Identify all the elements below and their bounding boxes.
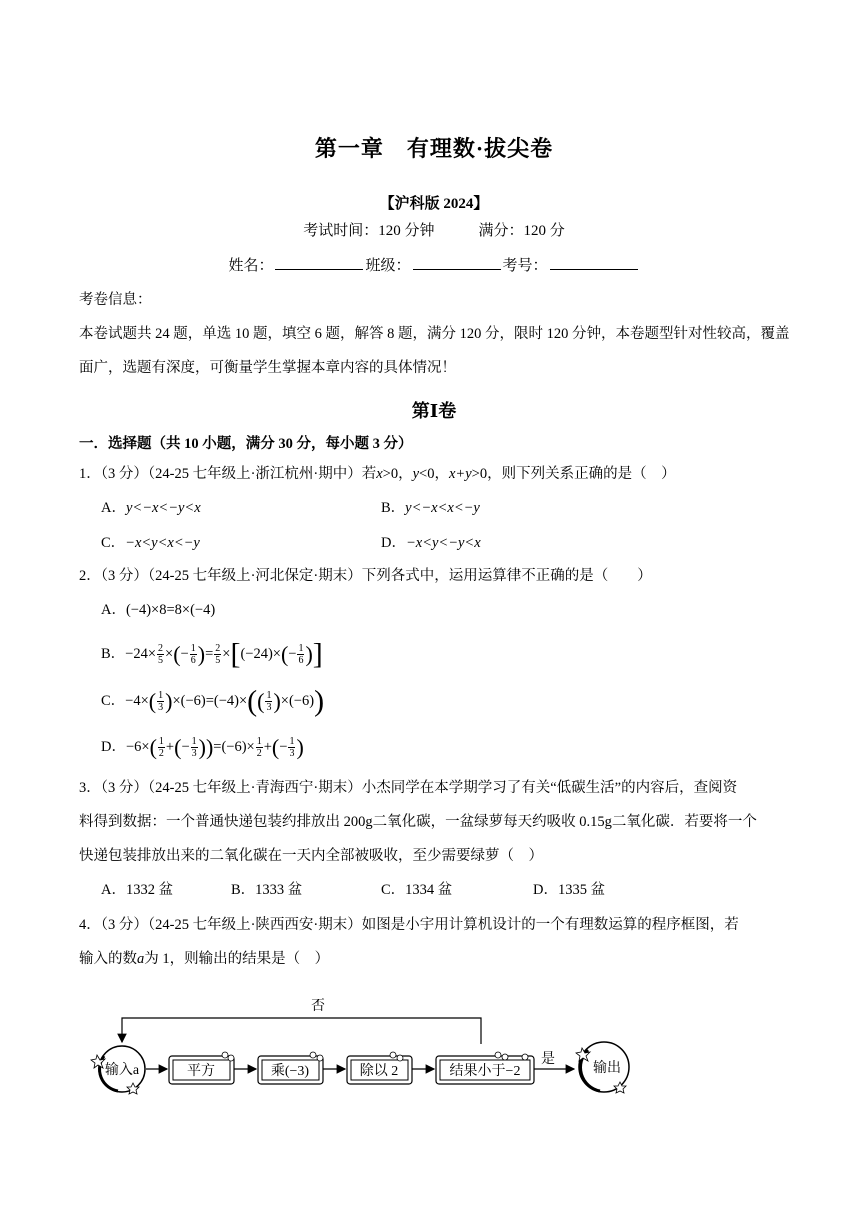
flower-icon — [228, 1055, 234, 1061]
q1-option-a[interactable] — [101, 498, 201, 518]
q4-line-2-pre: 输入的数 — [79, 951, 137, 967]
flower-icon — [502, 1054, 508, 1060]
q3-line-2: 料得到数据：一个普通快递包装约排放出 200g二氧化碳，一盆绿萝每天约吸收 0.15g二氧化碳．若要将一个 — [79, 814, 757, 830]
q3-option-d[interactable]: D．1335 盆 — [533, 882, 606, 898]
step1-label: 平方 — [187, 1064, 215, 1079]
exam-meta — [0, 219, 868, 240]
q1-var-y: y — [412, 466, 420, 482]
info-line-1: 本卷试题共 24 题，单选 10 题，填空 6 题，解答 8 题，满分 120 分，限时 120 分钟，本卷题型针对性较高，覆盖 — [79, 326, 790, 342]
flowchart-diagram — [0, 990, 868, 1100]
q1-d-expr: −x<y<−y<x — [405, 535, 481, 551]
star-icon — [614, 1082, 626, 1093]
flower-icon — [495, 1052, 501, 1058]
student-info-row — [0, 254, 868, 275]
fraction: $\frac{1}{2}$ — [158, 736, 164, 759]
section-title: 第Ⅰ卷 — [411, 401, 457, 421]
q1-a-expr: y<−x<−y<x — [125, 500, 201, 516]
name-blank[interactable] — [275, 255, 363, 270]
q2-option-c[interactable]: C．−4×( $\frac{1}{3}$ )×(−6)=(−4)×(( $\frac{1}{3}$ )×(−6)) — [101, 684, 325, 718]
fraction: $\frac{1}{3}$ — [158, 690, 164, 713]
q3-line-3: 快递包装排放出来的二氧化碳在一天内全部被吸收，至少需要绿萝（ ） — [79, 848, 543, 864]
exam-time: 考试时间：120 分钟 — [303, 223, 435, 239]
edition-label: 【沪科版 2024】 — [379, 196, 489, 212]
q2-stem: 2．（3 分）（24-25 七年级上·河北保定·期末）下列各式中，运用运算律不正确的是（ ） — [79, 568, 652, 584]
flower-icon — [317, 1055, 323, 1061]
fraction: $\frac{1}{3}$ — [266, 690, 272, 713]
q1-cond3: >0，则下列关系正确的是（ ） — [471, 466, 676, 482]
input-node — [91, 1046, 145, 1094]
class-blank[interactable] — [413, 255, 501, 270]
fraction: $\frac{1}{6}$ — [190, 643, 196, 666]
fraction: $\frac{1}{6}$ — [298, 643, 304, 666]
q2-option-d[interactable]: D．−6×( $\frac{1}{2}$ +(− $\frac{1}{3}$ ))=(−6)× $\frac{1}{2}$ +(− $\frac{1}{3}$ ) — [101, 734, 304, 760]
q4-line-2 — [79, 949, 329, 969]
flower-icon — [222, 1052, 228, 1058]
q2-option-b[interactable]: B．−24× $\frac{2}{5}$ ×(− $\frac{1}{6}$ )= $\frac{2}{5}$ ×[(−24)×(− $\frac{1}{6}$ )] — [101, 637, 323, 671]
step3-label: 除以 2 — [359, 1064, 399, 1079]
condition-node — [436, 1052, 534, 1084]
q1-d-label: D． — [381, 535, 406, 551]
input-label: 输入a — [104, 1063, 140, 1078]
q2-option-a[interactable]: A．(−4)×8=8×(−4) — [101, 602, 216, 618]
q3-option-a[interactable]: A．1332 盆 — [101, 882, 174, 898]
fraction: $\frac{1}{2}$ — [256, 736, 262, 759]
q1-a-label: A． — [101, 500, 126, 516]
q1-b-label: B． — [381, 500, 406, 516]
q4-line-2-post: 为 1，则输出的结果是（ ） — [144, 951, 330, 967]
q1-b-expr: y<−x<x<−y — [405, 500, 480, 516]
fraction: $\frac{2}{5}$ — [158, 643, 164, 666]
q3-option-b[interactable]: B．1333 盆 — [231, 882, 303, 898]
exam-no-label: 考号： — [502, 258, 548, 274]
output-label: 输出 — [593, 1061, 621, 1076]
exam-no-blank[interactable] — [550, 255, 638, 270]
page-title: 第一章 有理数·拔尖卷 — [314, 136, 554, 161]
q1-option-c[interactable] — [101, 533, 200, 553]
exam-score: 满分：120 分 — [478, 223, 565, 239]
q1-cond2: <0， — [419, 466, 449, 482]
flower-icon — [310, 1052, 316, 1058]
q3-line-1: 3．（3 分）（24-25 七年级上·青海西宁·期末）小杰同学在本学期学习了有关“低碳生活”的内容后，查阅资 — [79, 780, 738, 796]
flower-icon — [390, 1052, 396, 1058]
q1-var-xy: x+y — [448, 466, 472, 482]
flower-icon — [397, 1055, 403, 1061]
fraction: $\frac{1}{3}$ — [191, 736, 197, 759]
q1-c-expr: −x<y<x<−y — [125, 535, 200, 551]
yes-label: 是 — [541, 1052, 555, 1067]
step2-label: 乘(−3) — [270, 1064, 310, 1079]
q2-c-label: C． — [101, 692, 126, 709]
step-divide-node — [347, 1052, 412, 1084]
name-label: 姓名： — [228, 258, 274, 274]
q1-var-x: x — [376, 466, 383, 482]
fraction: $\frac{1}{3}$ — [289, 736, 295, 759]
q1-option-d[interactable] — [381, 533, 481, 553]
q2-b-label: B． — [101, 645, 126, 662]
condition-label: 结果小于−2 — [449, 1064, 521, 1079]
no-label: 否 — [311, 999, 325, 1014]
star-icon — [127, 1083, 139, 1094]
step-square-node — [169, 1052, 234, 1084]
q4-var-a: a — [137, 951, 145, 967]
info-heading: 考卷信息： — [79, 292, 152, 308]
q2-d-label: D． — [101, 738, 126, 755]
q4-line-1: 4．（3 分）（24-25 七年级上·陕西西安·期末）如图是小宇用计算机设计的一个有理数运算的程序框图，若 — [79, 917, 739, 933]
step-multiply-node — [258, 1052, 323, 1084]
q1-option-b[interactable] — [381, 498, 480, 518]
q1-stem — [79, 464, 676, 484]
fraction: $\frac{2}{5}$ — [215, 643, 221, 666]
loop-back-arrow — [122, 1018, 481, 1044]
q3-option-c[interactable]: C．1334 盆 — [381, 882, 453, 898]
info-line-2: 面广，选题有深度，可衡量学生掌握本章内容的具体情况！ — [79, 360, 456, 376]
class-label: 班级： — [365, 258, 411, 274]
q1-stem-text: 1．（3 分）（24-25 七年级上·浙江杭州·期中）若 — [79, 466, 377, 482]
q1-cond1: >0， — [382, 466, 413, 482]
q1-c-label: C． — [101, 535, 126, 551]
part1-heading: 一．选择题（共 10 小题，满分 30 分，每小题 3 分） — [79, 436, 413, 452]
output-node — [576, 1042, 629, 1093]
flower-icon — [522, 1054, 528, 1060]
